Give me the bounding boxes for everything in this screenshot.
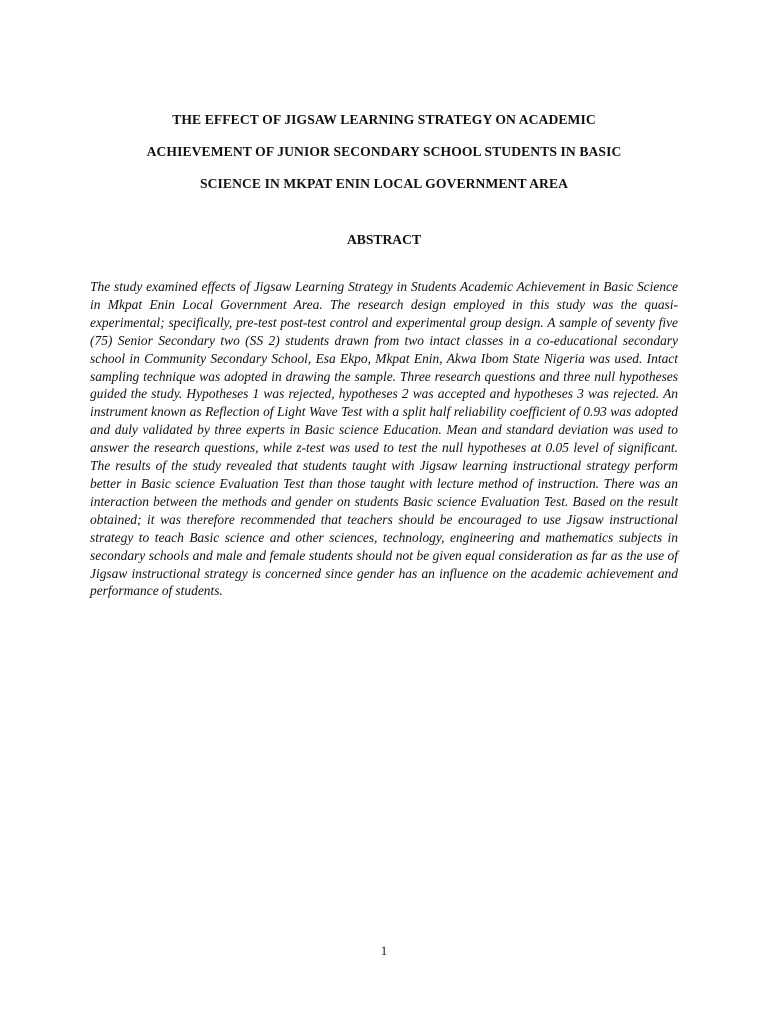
- title-line-1: THE EFFECT OF JIGSAW LEARNING STRATEGY ON ACADEMIC: [172, 112, 596, 127]
- abstract-text: The study examined effects of Jigsaw Learning Strategy in Students Academic Achievement in Basic Science in Mkpat Enin Local Government Area. The research design employed in this study was the quasi-experimental; specifically, pre-test post-test control and experimental group design. A sample of seventy five (75) Senior Secondary two (SS 2) students drawn from two intact classes in a co-educational secondary school in Community Secondary School, Esa Ekpo, Mkpat Enin, Akwa Ibom State Nigeria was used. Intact sampling technique was adopted in drawing the sample. Three research questions and three null hypotheses guided the study. Hypotheses 1 was rejected, hypotheses 2 was accepted and hypotheses 3 was rejected. An instrument known as Reflection of Light Wave Test with a split half reliability coefficient of 0.93 was adopted and duly validated by three experts in Basic science Education. Mean and standard deviation was used to answer the research questions, while z-test was used to test the null hypotheses at 0.05 level of significant. The results of the study revealed that students taught with Jigsaw learning instructional strategy perform better in Basic science Evaluation Test than those taught with lecture method of instruction. There was an interaction between the methods and gender on students Basic science Evaluation Test. Based on the result obtained; it was therefore recommended that teachers should be encouraged to use Jigsaw instructional strategy to teach Basic science and other sciences, technology, engineering and mathematics subjects in secondary schools and male and female students should not be given equal consideration as far as the use of Jigsaw instructional strategy is concerned since gender has an influence on the academic achievement and performance of students.: [90, 279, 678, 599]
- paper-title: [90, 108, 678, 204]
- abstract-heading: ABSTRACT: [346, 232, 422, 247]
- title-line-2: ACHIEVEMENT OF JUNIOR SECONDARY SCHOOL STUDENTS IN BASIC: [146, 144, 622, 159]
- page-number: 1: [380, 944, 388, 958]
- title-line-3: SCIENCE IN MKPAT ENIN LOCAL GOVERNMENT AREA: [199, 176, 569, 191]
